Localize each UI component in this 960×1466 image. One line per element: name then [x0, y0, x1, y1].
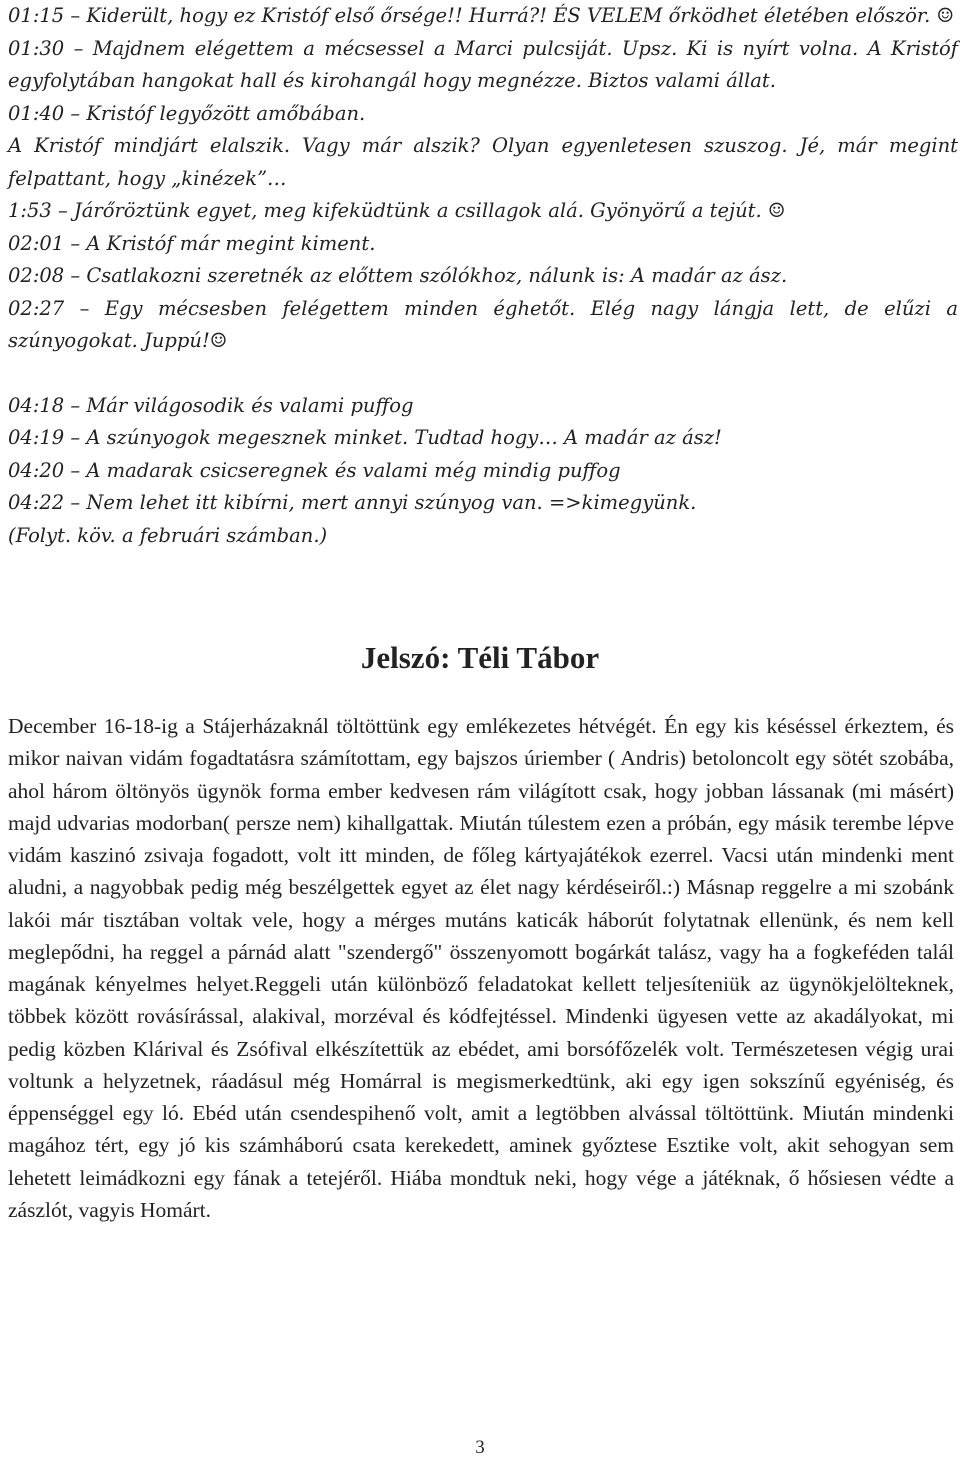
diary-log: [8, 0, 958, 552]
diary-entry: 01:15 – Kiderült, hogy ez Kristóf első őrsége!! Hurrá?! ÉS VELEM őrködhet életében először. ☺: [8, 4, 954, 27]
article-body: December 16-18-ig a Stájerházaknál töltöttünk egy emlékezetes hétvégét. Én egy kis késéssel érkeztem, és mikor naivan vidám fogadtatásra számítottam, egy bajszos úriember ( Andris) betoloncolt egy sötét szobába, ahol három öltönyös ügynök forma ember kedvesen rám világított csak, hogy jobban lássanak (mi másért) majd udvarias modorban( persze nem) kihallgattak. Miután túlestem ezen a próbán, egy másik terembe lépve vidám kaszinó zsivaja fogadott, volt itt minden, de főleg kártyajátékok ezerrel. Vacsi után mindenki ment aludni, a nagyobbak pedig még beszélgettek egyet az élet nagy kérdéseiről.:) Másnap reggelre a mi szobánk lakói már tisztában voltak vele, hogy a mérges mutáns katicák háborút folytatnak ellenünk, és nem kell meglepődni, ha reggel a párnád alatt "szendergő" összenyomott bogárkát talász, vagy ha a fogkeféden talál magának kényelmes helyet.Reggeli után különböző feladatokat kellett teljesíteniük az ügynökjelölteknek, többek között rovásírással, alakival, morzéval és kódfejtéssel. Mindenki ügyesen vette az akadályokat, mi pedig közben Klárival és Zsófival elkészítettük az ebédet, ami borsófőzelék volt. Természetesen végig urai voltunk a helyzetnek, ráadásul még Homárral is megismerkedtünk, aki egy igen sokszínű egyéniség, és éppenséggel egy ló. Ebéd után csendespihenő volt, amit a legtöbben alvással töltöttünk. Miután mindenki magához tért, egy jó kis számháború csata kerekedett, aminek győztese Esztike volt, akit sehogyan sem lehetett leimádkozni egy fának a tetejéről. Hiába mondtuk neki, hogy vége a játéknak, ő hősiesen védte a zászlót, vagyis Homárt.: [8, 714, 954, 1222]
diary-entry: 02:01 – A Kristóf már megint kiment.: [8, 231, 376, 255]
diary-entry: A Kristóf mindjárt elalszik. Vagy már alszik? Olyan egyenletesen szuszog. Jé, már megint felpattant, hogy „kinézek”…: [8, 134, 958, 190]
diary-entry: 1:53 – Járőröztünk egyet, meg kifeküdtünk a csillagok alá. Gyönyörű a tejút. ☺: [8, 199, 786, 222]
diary-entry: 02:27 – Egy mécsesben felégettem minden éghetőt. Elég nagy lángja lett, de elűzi a szúnyogokat. Juppú!☺: [8, 296, 958, 352]
diary-entry: 04:22 – Nem lehet itt kibírni, mert annyi szúnyog van. =>kimegyünk.: [8, 491, 697, 514]
diary-entry: 04:20 – A madarak csicseregnek és valami még mindig puffog: [8, 458, 621, 482]
diary-entry: 01:40 – Kristóf legyőzött amőbában.: [8, 101, 366, 125]
spacer: [8, 358, 958, 390]
diary-entry: 04:19 – A szúnyogok megesznek minket. Tudtad hogy… A madár az ász!: [8, 426, 722, 449]
diary-entry: 02:08 – Csatlakozni szeretnék az előttem szólókhoz, nálunk is: A madár az ász.: [8, 264, 788, 287]
diary-entry: 01:30 – Majdnem elégettem a mécsessel a Marci pulcsiját. Upsz. Ki is nyírt volna. A Kristóf egyfolytában hangokat hall és kirohangál hogy megnézze. Biztos valami állat.: [8, 36, 958, 92]
article-title: Jelszó: Téli Tábor: [360, 640, 600, 675]
page-number: 3: [475, 1437, 485, 1458]
diary-entry: 04:18 – Már világosodik és valami puffog: [8, 393, 414, 417]
diary-continuation-note: (Folyt. köv. a februári számban.): [8, 523, 328, 547]
